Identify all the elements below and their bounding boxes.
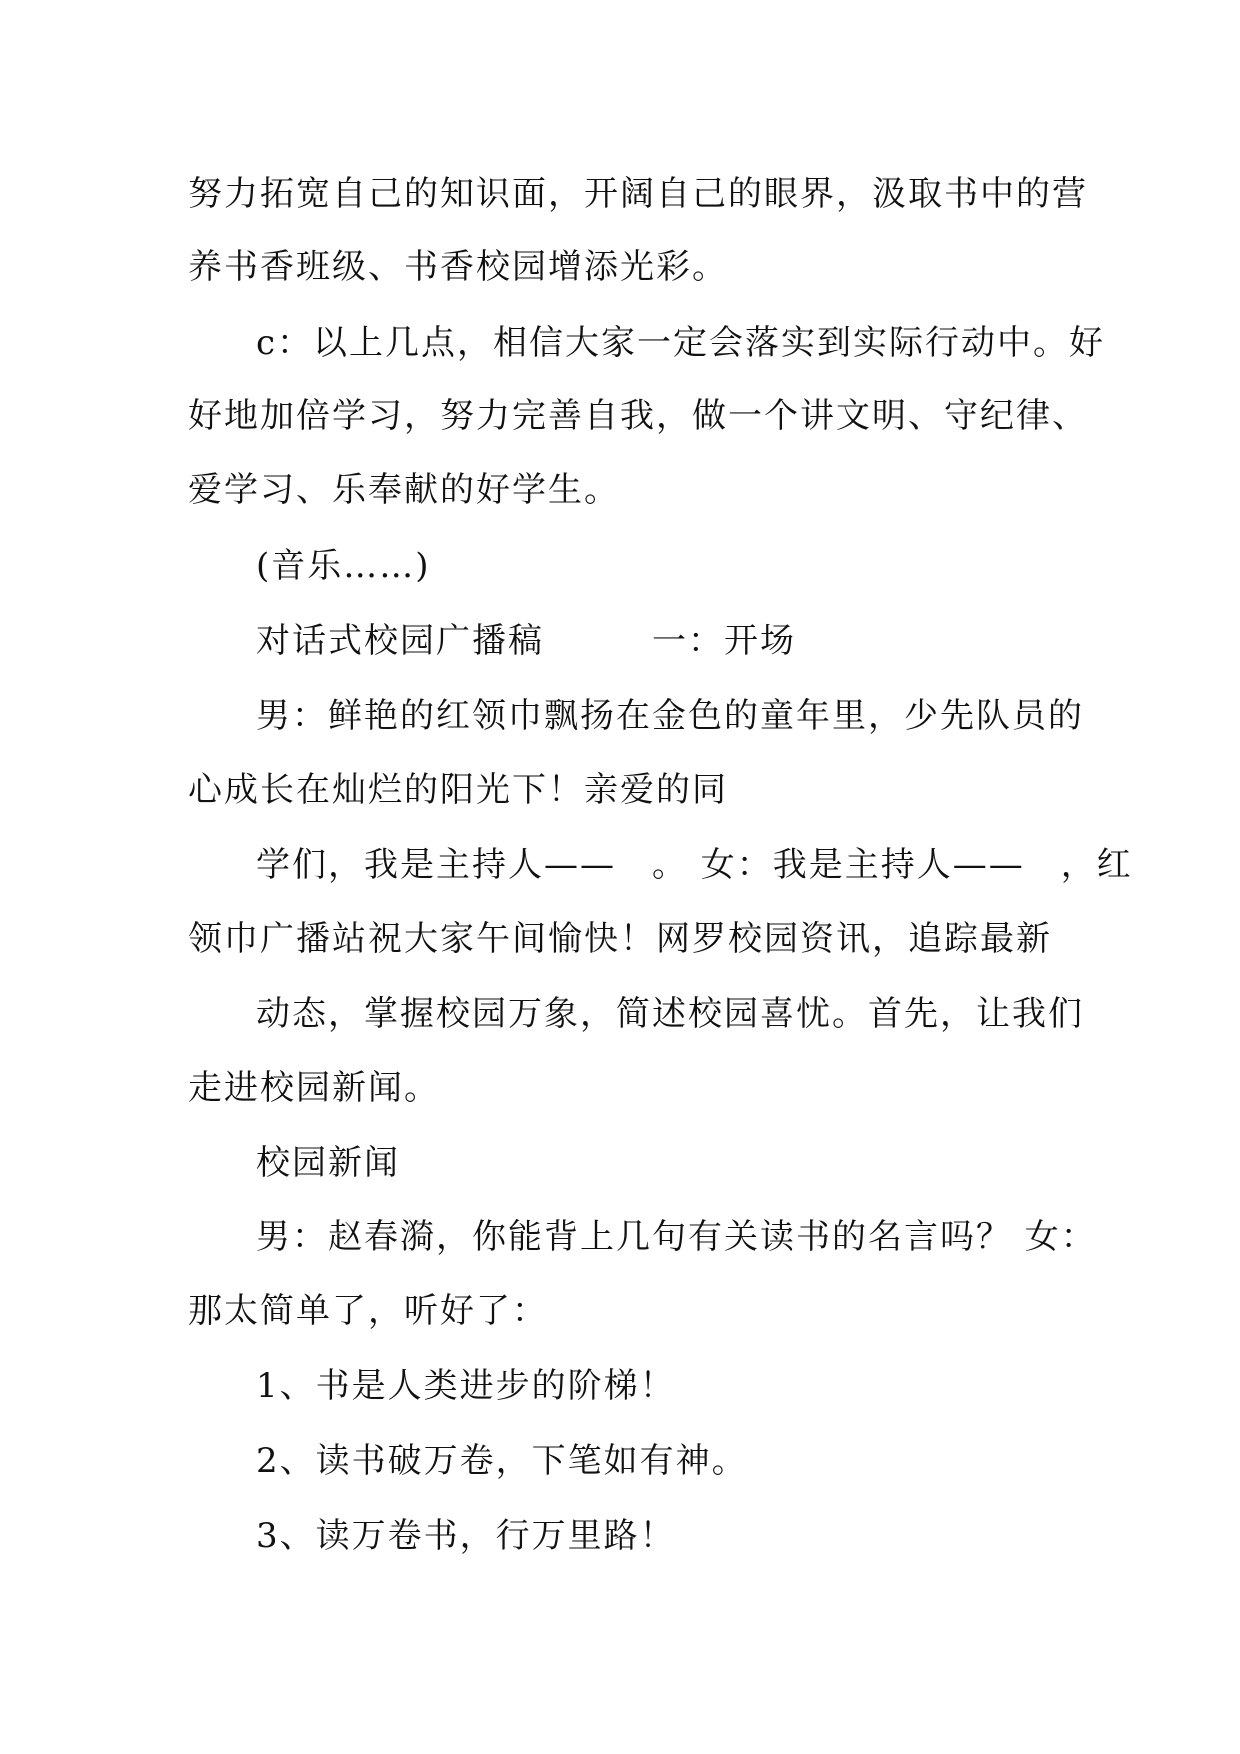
section-heading: 校园新闻 — [256, 1143, 400, 1183]
quote-item: 2、读书破万卷，下笔如有神。 — [256, 1441, 748, 1481]
text-line: 那太简单了，听好了： — [188, 1291, 548, 1331]
text-line: 好地加倍学习，努力完善自我，做一个讲文明、守纪律、 — [188, 396, 1088, 436]
text-line: 爱学习、乐奉献的好学生。 — [188, 470, 620, 510]
section-heading: 对话式校园广播稿 一：开场 — [256, 621, 796, 661]
text-line: c：以上几点，相信大家一定会落实到实际行动中。好 — [256, 323, 1106, 363]
text-line: 动态，掌握校园万象，简述校园喜忧。首先，让我们 — [256, 994, 1084, 1034]
text-line: 学们，我是主持人—— 。 女：我是主持人—— ，红 — [256, 845, 1133, 885]
text-line: 养书香班级、书香校园增添光彩。 — [188, 247, 728, 287]
text-line: 领巾广播站祝大家午间愉快！网罗校园资讯，追踪最新 — [188, 919, 1052, 959]
stage-direction: (音乐……) — [256, 546, 431, 586]
text-line: 男：赵春漪，你能背上几句有关读书的名言吗？ 女： — [256, 1217, 1097, 1257]
text-line: 男：鲜艳的红领巾飘扬在金色的童年里，少先队员的 — [256, 696, 1084, 736]
quote-item: 1、书是人类进步的阶梯！ — [256, 1366, 676, 1406]
quote-item: 3、读万卷书，行万里路！ — [256, 1516, 676, 1556]
text-line: 努力拓宽自己的知识面，开阔自己的眼界，汲取书中的营 — [188, 174, 1088, 214]
text-line: 心成长在灿烂的阳光下！亲爱的同 — [188, 770, 728, 810]
text-line: 走进校园新闻。 — [188, 1068, 440, 1108]
